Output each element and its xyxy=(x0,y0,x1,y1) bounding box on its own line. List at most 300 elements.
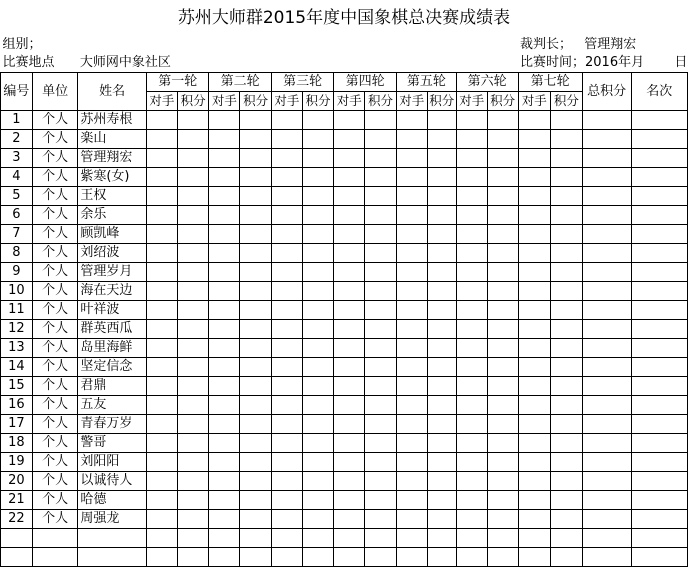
table-row xyxy=(1,453,688,472)
score-cell xyxy=(271,225,302,244)
cell-unit: 个人 xyxy=(32,301,78,320)
score-cell xyxy=(147,301,178,320)
score-cell xyxy=(271,187,302,206)
cell-name: 坚定信念 xyxy=(78,358,147,377)
table-row xyxy=(1,415,688,434)
cell-number: 8 xyxy=(1,244,33,263)
header-total: 总积分 xyxy=(582,73,631,111)
cell-unit: 个人 xyxy=(32,358,78,377)
date-month-day xyxy=(631,54,687,73)
score-cell xyxy=(147,168,178,187)
score-cell xyxy=(209,548,240,567)
cell-number: 5 xyxy=(1,187,33,206)
score-cell xyxy=(365,244,397,263)
score-cell xyxy=(631,415,687,434)
score-cell xyxy=(551,529,583,548)
score-cell xyxy=(551,510,583,529)
cell-name: 王权 xyxy=(78,187,147,206)
score-cell xyxy=(334,396,365,415)
score-cell xyxy=(271,301,302,320)
score-cell xyxy=(209,396,240,415)
group-label: 组别； xyxy=(2,37,42,52)
score-cell xyxy=(427,472,456,491)
score-cell xyxy=(334,282,365,301)
cell-name: 楽山 xyxy=(78,130,147,149)
cell-number: 6 xyxy=(1,206,33,225)
score-cell xyxy=(518,320,551,339)
score-cell xyxy=(240,225,272,244)
score-cell xyxy=(147,149,178,168)
cell-name: 哈德 xyxy=(78,491,147,510)
score-cell xyxy=(551,415,583,434)
score-cell xyxy=(334,187,365,206)
header-round-5: 第五轮 xyxy=(396,73,456,92)
cell-name: 管理翔宏 xyxy=(78,149,147,168)
score-cell xyxy=(582,244,631,263)
score-cell xyxy=(365,415,397,434)
score-cell xyxy=(209,301,240,320)
score-cell xyxy=(240,472,272,491)
score-cell xyxy=(209,510,240,529)
group-row xyxy=(1,36,688,54)
table-row xyxy=(1,377,688,396)
score-cell xyxy=(518,377,551,396)
score-cell xyxy=(487,377,518,396)
score-cell xyxy=(334,301,365,320)
score-cell xyxy=(631,453,687,472)
score-cell xyxy=(631,510,687,529)
score-cell xyxy=(240,149,272,168)
score-cell xyxy=(456,187,487,206)
header-points-round-7: 积分 xyxy=(551,92,583,111)
header-opponent-round-1: 对手 xyxy=(147,92,178,111)
cell-number: 20 xyxy=(1,472,33,491)
score-cell xyxy=(177,339,209,358)
score-cell xyxy=(240,282,272,301)
score-cell xyxy=(487,434,518,453)
score-cell xyxy=(396,301,427,320)
venue-row xyxy=(1,54,688,73)
score-cell xyxy=(456,358,487,377)
score-cell xyxy=(271,491,302,510)
score-cell xyxy=(365,453,397,472)
score-cell xyxy=(396,263,427,282)
header-name: 姓名 xyxy=(78,73,147,111)
score-cell xyxy=(177,491,209,510)
score-cell xyxy=(147,453,178,472)
score-cell xyxy=(240,358,272,377)
score-cell xyxy=(209,339,240,358)
score-cell xyxy=(147,244,178,263)
score-cell xyxy=(518,149,551,168)
cell-number: 12 xyxy=(1,320,33,339)
score-cell xyxy=(551,111,583,130)
score-cell xyxy=(209,529,240,548)
header-points-round-2: 积分 xyxy=(240,92,272,111)
score-cell xyxy=(209,244,240,263)
header-opponent-round-5: 对手 xyxy=(396,92,427,111)
cell-unit: 个人 xyxy=(32,168,78,187)
score-cell xyxy=(302,263,334,282)
cell-unit: 个人 xyxy=(32,453,78,472)
cell-name: 刘阳阳 xyxy=(78,453,147,472)
score-cell xyxy=(631,130,687,149)
score-cell xyxy=(631,548,687,567)
score-cell xyxy=(302,453,334,472)
score-cell xyxy=(396,510,427,529)
table-row xyxy=(1,472,688,491)
score-cell xyxy=(631,472,687,491)
score-cell xyxy=(427,415,456,434)
score-cell xyxy=(518,415,551,434)
table-row xyxy=(1,434,688,453)
score-cell xyxy=(487,225,518,244)
score-cell xyxy=(396,111,427,130)
score-cell xyxy=(396,225,427,244)
header-opponent-round-2: 对手 xyxy=(209,92,240,111)
score-cell xyxy=(209,358,240,377)
score-cell xyxy=(427,244,456,263)
score-cell xyxy=(147,339,178,358)
score-cell xyxy=(209,263,240,282)
score-cell xyxy=(271,453,302,472)
score-cell xyxy=(334,358,365,377)
score-cell xyxy=(240,263,272,282)
cell-unit: 个人 xyxy=(32,472,78,491)
score-cell xyxy=(177,529,209,548)
score-cell xyxy=(551,301,583,320)
score-cell xyxy=(518,339,551,358)
score-cell xyxy=(631,491,687,510)
score-cell xyxy=(302,396,334,415)
score-cell xyxy=(631,396,687,415)
score-cell xyxy=(487,206,518,225)
score-cell xyxy=(209,434,240,453)
score-cell xyxy=(487,320,518,339)
venue-value: 大师网中象社区 xyxy=(79,55,171,70)
score-cell xyxy=(147,206,178,225)
score-cell xyxy=(551,377,583,396)
score-cell xyxy=(147,320,178,339)
score-cell xyxy=(177,168,209,187)
score-cell xyxy=(582,529,631,548)
cell-name: 五友 xyxy=(78,396,147,415)
score-cell xyxy=(271,206,302,225)
score-cell xyxy=(365,187,397,206)
cell-unit: 个人 xyxy=(32,396,78,415)
score-cell xyxy=(518,396,551,415)
cell-name: 管理岁月 xyxy=(78,263,147,282)
cell-number: 11 xyxy=(1,301,33,320)
score-cell xyxy=(631,358,687,377)
score-cell xyxy=(177,111,209,130)
score-cell xyxy=(334,510,365,529)
score-cell xyxy=(582,301,631,320)
score-cell xyxy=(365,301,397,320)
score-cell xyxy=(487,358,518,377)
score-cell xyxy=(551,244,583,263)
score-cell xyxy=(631,225,687,244)
score-cell xyxy=(209,111,240,130)
score-cell xyxy=(365,206,397,225)
referee-name: 管理翔宏 xyxy=(584,37,637,52)
cell-name: 警哥 xyxy=(78,434,147,453)
cell-unit: 个人 xyxy=(32,282,78,301)
score-cell xyxy=(487,491,518,510)
score-cell xyxy=(518,472,551,491)
day-label: 日 xyxy=(674,55,688,70)
score-cell xyxy=(271,472,302,491)
score-cell xyxy=(177,282,209,301)
score-cell xyxy=(177,206,209,225)
score-cell xyxy=(518,434,551,453)
cell-name: 以诚待人 xyxy=(78,472,147,491)
score-cell xyxy=(271,130,302,149)
score-cell xyxy=(302,377,334,396)
header-number: 编号 xyxy=(1,73,33,111)
table-row xyxy=(1,396,688,415)
score-cell xyxy=(456,491,487,510)
cell-unit: 个人 xyxy=(32,111,78,130)
score-cell xyxy=(365,491,397,510)
cell-name: 余乐 xyxy=(78,206,147,225)
score-cell xyxy=(334,225,365,244)
score-cell xyxy=(518,358,551,377)
score-cell xyxy=(396,206,427,225)
score-cell xyxy=(302,282,334,301)
score-cell xyxy=(487,244,518,263)
score-cell xyxy=(427,263,456,282)
score-cell xyxy=(631,339,687,358)
score-cell xyxy=(302,149,334,168)
score-cell xyxy=(396,320,427,339)
cell-unit: 个人 xyxy=(32,263,78,282)
score-cell xyxy=(582,510,631,529)
table-row xyxy=(1,149,688,168)
score-cell xyxy=(365,130,397,149)
score-cell xyxy=(240,244,272,263)
score-cell xyxy=(177,263,209,282)
score-cell xyxy=(396,491,427,510)
score-cell xyxy=(456,434,487,453)
month-label: 月 xyxy=(631,55,645,70)
score-cell xyxy=(147,415,178,434)
table-row xyxy=(1,320,688,339)
header-round-3: 第三轮 xyxy=(271,73,333,92)
score-cell xyxy=(551,320,583,339)
score-cell xyxy=(271,415,302,434)
score-cell xyxy=(147,225,178,244)
score-cell xyxy=(582,453,631,472)
score-cell xyxy=(631,320,687,339)
score-cell xyxy=(334,434,365,453)
cell-unit: 个人 xyxy=(32,415,78,434)
score-cell xyxy=(456,111,487,130)
score-cell xyxy=(551,187,583,206)
cell-name: 刘绍波 xyxy=(78,244,147,263)
score-cell xyxy=(271,339,302,358)
score-cell xyxy=(209,187,240,206)
header-points-round-1: 积分 xyxy=(177,92,209,111)
score-cell xyxy=(396,472,427,491)
table-row xyxy=(1,225,688,244)
score-cell xyxy=(456,244,487,263)
score-cell xyxy=(147,358,178,377)
score-cell xyxy=(582,206,631,225)
score-cell xyxy=(240,301,272,320)
header-points-round-3: 积分 xyxy=(302,92,334,111)
score-cell xyxy=(365,339,397,358)
cell-number: 19 xyxy=(1,453,33,472)
score-cell xyxy=(209,130,240,149)
score-cell xyxy=(302,244,334,263)
score-cell xyxy=(334,491,365,510)
score-cell xyxy=(177,358,209,377)
score-cell xyxy=(302,358,334,377)
cell-number xyxy=(1,548,33,567)
score-cell xyxy=(551,434,583,453)
score-cell xyxy=(365,358,397,377)
score-cell xyxy=(487,415,518,434)
score-cell xyxy=(334,168,365,187)
score-cell xyxy=(240,377,272,396)
score-cell xyxy=(177,548,209,567)
cell-name: 岛里海鲜 xyxy=(78,339,147,358)
score-cell xyxy=(551,149,583,168)
score-cell xyxy=(631,377,687,396)
cell-name xyxy=(78,548,147,567)
score-cell xyxy=(334,548,365,567)
score-cell xyxy=(396,377,427,396)
score-cell xyxy=(582,491,631,510)
empty-row xyxy=(1,529,688,548)
score-cell xyxy=(427,453,456,472)
venue-label: 比赛地点 xyxy=(2,55,55,70)
score-cell xyxy=(396,149,427,168)
table-row xyxy=(1,168,688,187)
cell-name xyxy=(78,529,147,548)
cell-unit: 个人 xyxy=(32,206,78,225)
score-cell xyxy=(302,529,334,548)
score-cell xyxy=(518,111,551,130)
score-cell xyxy=(365,548,397,567)
header-opponent-round-3: 对手 xyxy=(271,92,302,111)
score-cell xyxy=(456,396,487,415)
table-row xyxy=(1,263,688,282)
score-cell xyxy=(365,111,397,130)
score-cell xyxy=(631,282,687,301)
table-row xyxy=(1,339,688,358)
table-row xyxy=(1,187,688,206)
score-cell xyxy=(427,206,456,225)
score-cell xyxy=(456,472,487,491)
score-cell xyxy=(456,149,487,168)
score-cell xyxy=(209,491,240,510)
header-points-round-5: 积分 xyxy=(427,92,456,111)
cell-name: 海在天边 xyxy=(78,282,147,301)
score-cell xyxy=(240,187,272,206)
score-cell xyxy=(334,415,365,434)
score-cell xyxy=(582,168,631,187)
score-cell xyxy=(147,130,178,149)
score-cell xyxy=(582,339,631,358)
score-cell xyxy=(487,529,518,548)
cell-number: 14 xyxy=(1,358,33,377)
score-cell xyxy=(487,263,518,282)
cell-name: 周强龙 xyxy=(78,510,147,529)
score-cell xyxy=(147,510,178,529)
score-cell xyxy=(518,548,551,567)
score-cell xyxy=(487,453,518,472)
score-cell xyxy=(365,529,397,548)
score-cell xyxy=(209,320,240,339)
score-cell xyxy=(147,529,178,548)
score-cell xyxy=(631,187,687,206)
score-cell xyxy=(487,301,518,320)
score-cell xyxy=(518,301,551,320)
score-cell xyxy=(271,263,302,282)
header-points-round-4: 积分 xyxy=(365,92,397,111)
score-cell xyxy=(487,510,518,529)
score-cell xyxy=(487,472,518,491)
score-cell xyxy=(427,130,456,149)
score-cell xyxy=(551,339,583,358)
cell-unit: 个人 xyxy=(32,130,78,149)
score-cell xyxy=(456,282,487,301)
score-cell xyxy=(209,282,240,301)
score-cell xyxy=(456,529,487,548)
score-cell xyxy=(302,415,334,434)
score-cell xyxy=(302,168,334,187)
score-cell xyxy=(240,491,272,510)
table-row xyxy=(1,301,688,320)
score-cell xyxy=(177,149,209,168)
cell-unit: 个人 xyxy=(32,339,78,358)
score-cell xyxy=(302,301,334,320)
score-cell xyxy=(427,339,456,358)
score-cell xyxy=(177,301,209,320)
score-cell xyxy=(456,320,487,339)
score-cell xyxy=(582,225,631,244)
score-cell xyxy=(456,453,487,472)
header-round-1: 第一轮 xyxy=(147,73,209,92)
score-cell xyxy=(177,320,209,339)
score-cell xyxy=(518,529,551,548)
score-cell xyxy=(582,187,631,206)
header-round-4: 第四轮 xyxy=(334,73,396,92)
score-cell xyxy=(427,320,456,339)
score-cell xyxy=(209,472,240,491)
cell-name: 青春万岁 xyxy=(78,415,147,434)
score-cell xyxy=(334,244,365,263)
score-cell xyxy=(551,263,583,282)
score-cell xyxy=(427,529,456,548)
score-cell xyxy=(177,434,209,453)
score-cell xyxy=(302,225,334,244)
score-cell xyxy=(209,415,240,434)
empty-row xyxy=(1,548,688,567)
score-cell xyxy=(334,529,365,548)
cell-number: 4 xyxy=(1,168,33,187)
score-cell xyxy=(456,548,487,567)
score-cell xyxy=(365,510,397,529)
score-cell xyxy=(396,168,427,187)
score-cell xyxy=(396,187,427,206)
score-cell xyxy=(456,225,487,244)
score-cell xyxy=(456,339,487,358)
header-round-6: 第六轮 xyxy=(456,73,518,92)
cell-unit: 个人 xyxy=(32,377,78,396)
